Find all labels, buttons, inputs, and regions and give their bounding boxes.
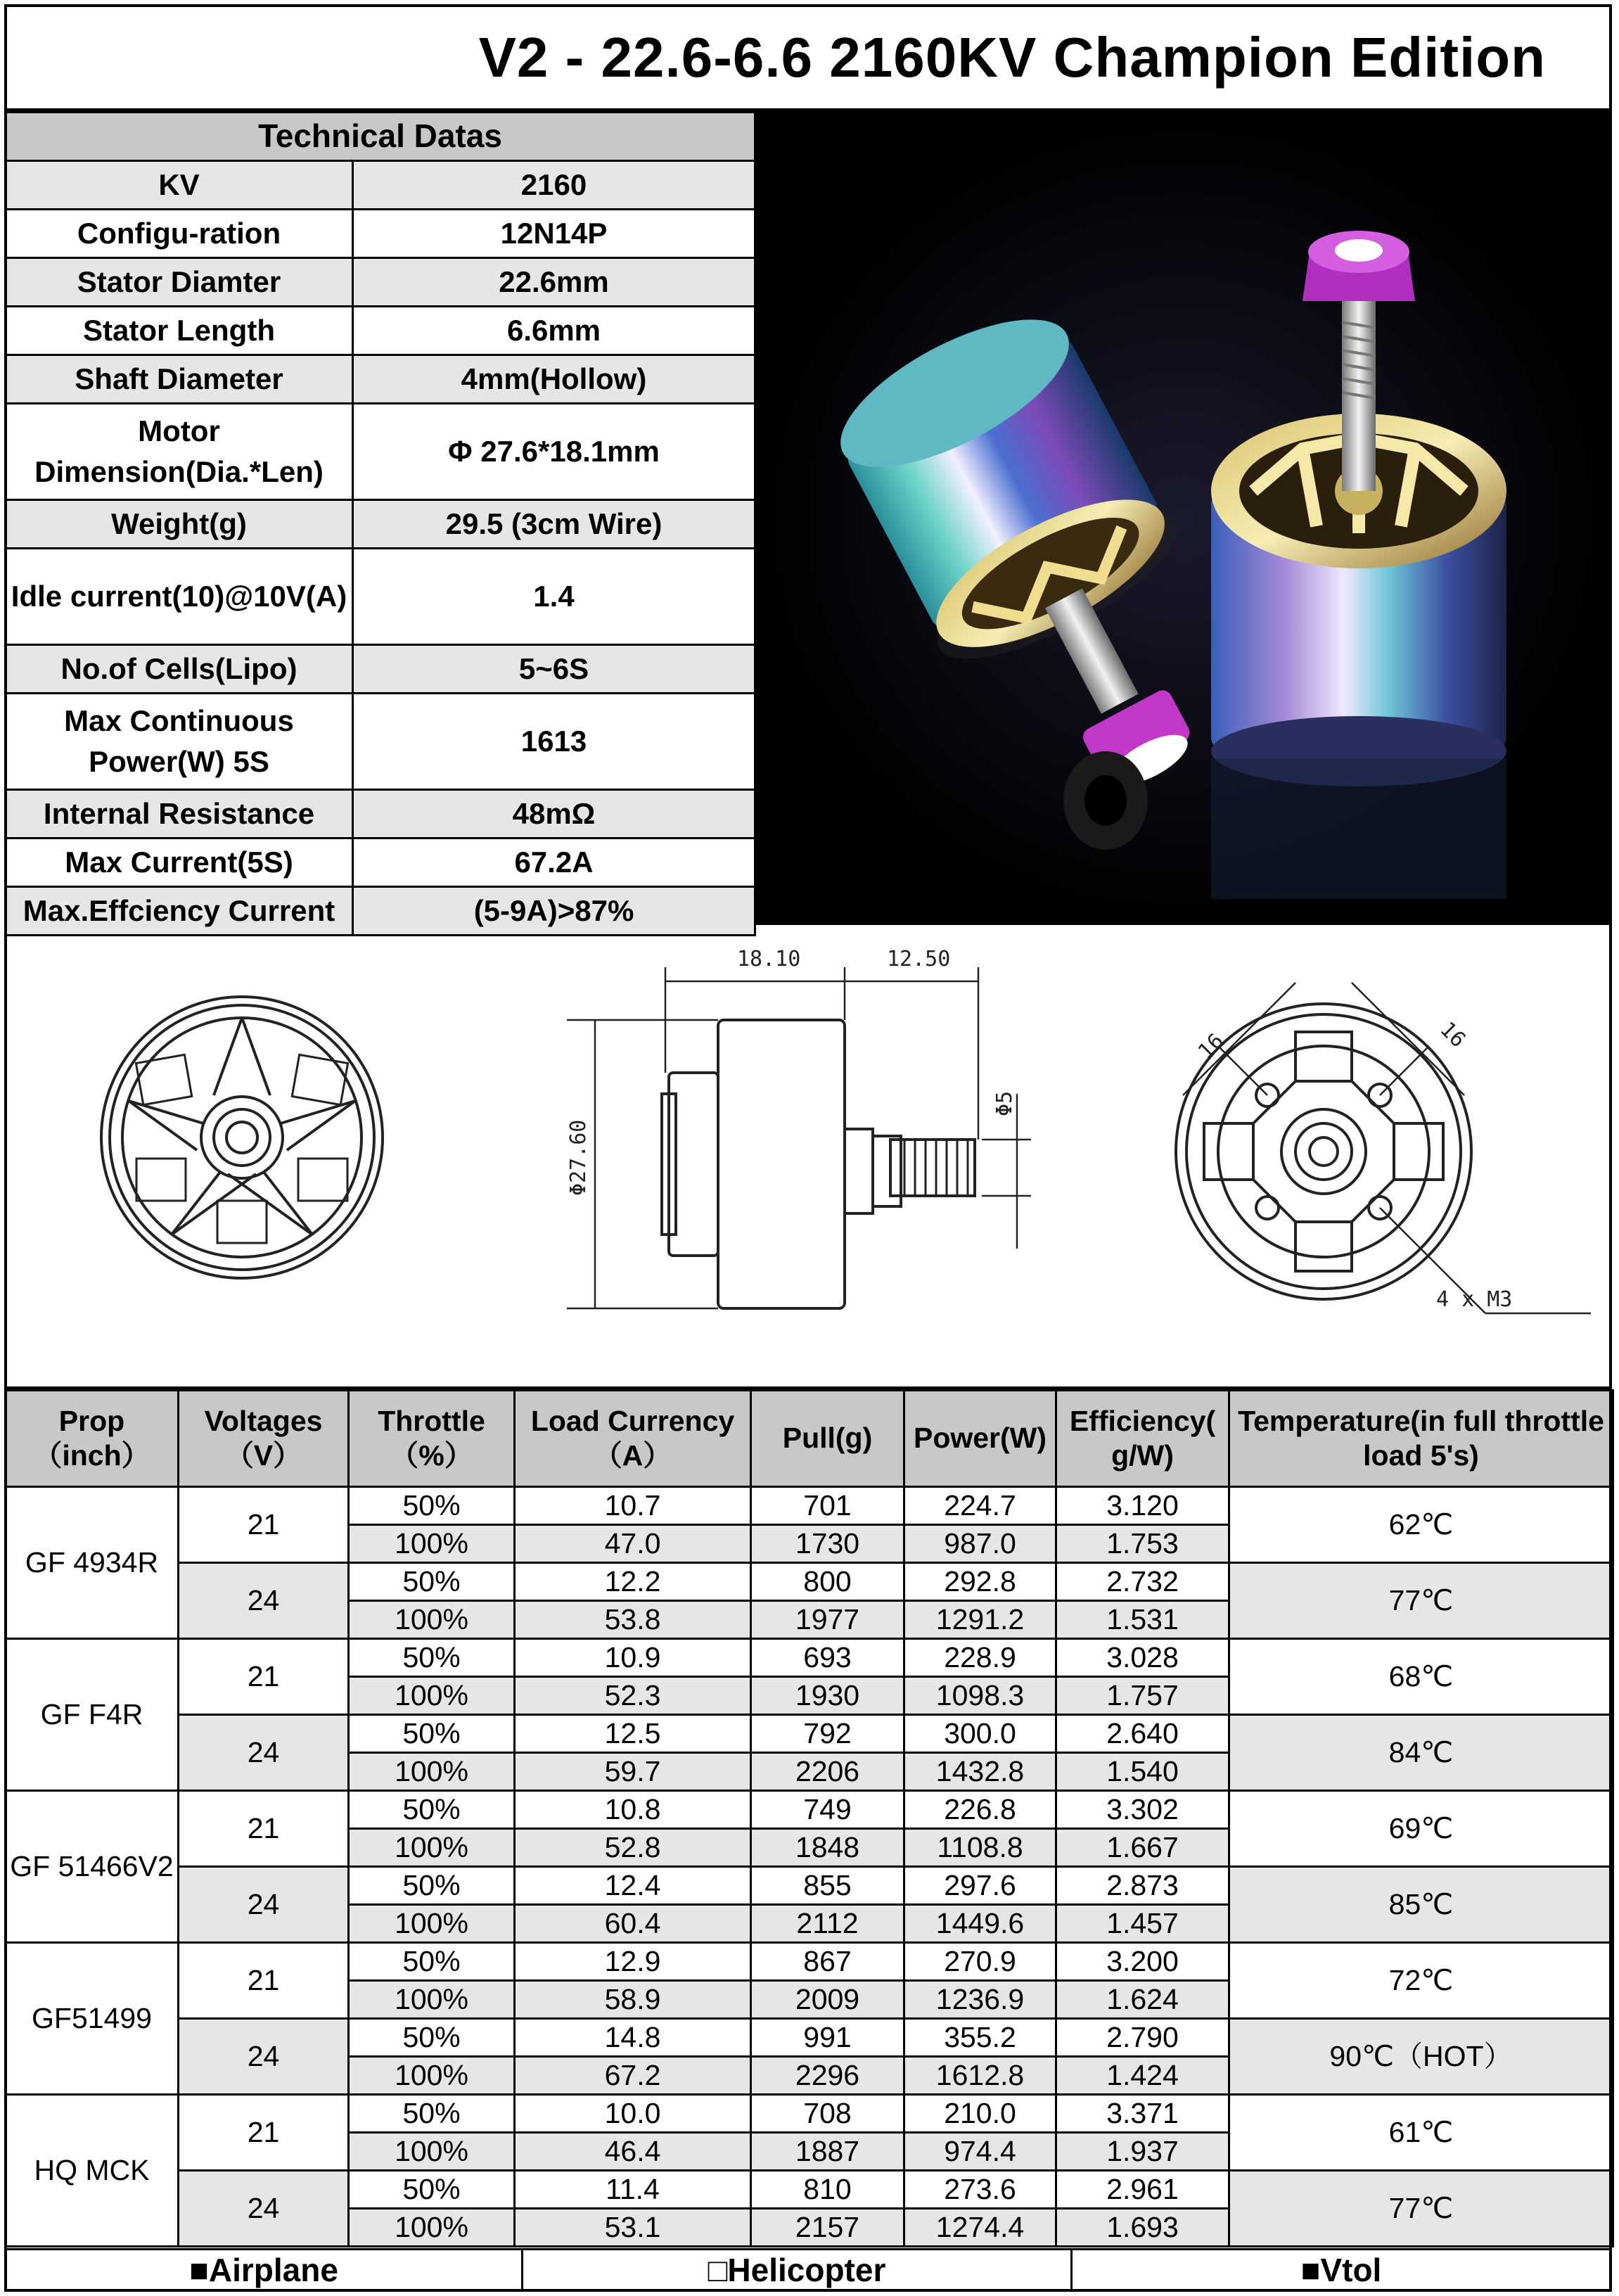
- pull-cell: 708: [751, 2095, 904, 2133]
- current-cell: 47.0: [515, 1525, 751, 1563]
- throttle-cell: 100%: [349, 1905, 515, 1943]
- spec-value: 22.6mm: [353, 258, 755, 307]
- spec-label: Internal Resistance: [6, 790, 353, 838]
- spec-label: Configu-ration: [6, 210, 353, 258]
- voltage-cell: 24: [179, 2019, 349, 2095]
- power-cell: 210.0: [904, 2095, 1056, 2133]
- current-cell: 52.3: [515, 1677, 751, 1715]
- pull-cell: 1887: [751, 2133, 904, 2171]
- eff-cell: 1.937: [1056, 2133, 1229, 2171]
- spec-label: Shaft Diameter: [6, 355, 353, 404]
- throttle-cell: 100%: [349, 1753, 515, 1791]
- current-cell: 46.4: [515, 2133, 751, 2171]
- header-pull: Pull(g): [751, 1391, 904, 1487]
- eff-cell: 1.531: [1056, 1601, 1229, 1639]
- throttle-cell: 100%: [349, 2209, 515, 2247]
- header-power: Power(W): [904, 1391, 1056, 1487]
- header-voltage: Voltages （V）: [179, 1391, 349, 1487]
- power-cell: 228.9: [904, 1639, 1056, 1677]
- voltage-cell: 21: [179, 2095, 349, 2171]
- current-cell: 12.9: [515, 1943, 751, 1981]
- throttle-cell: 50%: [349, 1487, 515, 1525]
- header-throttle: Throttle （%）: [349, 1391, 515, 1487]
- spec-label: Stator Length: [6, 307, 353, 355]
- current-cell: 11.4: [515, 2171, 751, 2209]
- pull-cell: 1977: [751, 1601, 904, 1639]
- dim-diameter-label: Φ27.60: [566, 1119, 591, 1196]
- throttle-cell: 50%: [349, 1943, 515, 1981]
- throttle-cell: 100%: [349, 1829, 515, 1867]
- power-cell: 297.6: [904, 1867, 1056, 1905]
- pull-cell: 810: [751, 2171, 904, 2209]
- current-cell: 12.2: [515, 1563, 751, 1601]
- eff-cell: 3.200: [1056, 1943, 1229, 1981]
- voltage-cell: 24: [179, 1715, 349, 1791]
- pull-cell: 1730: [751, 1525, 904, 1563]
- spec-value: 4mm(Hollow): [353, 355, 755, 404]
- power-cell: 273.6: [904, 2171, 1056, 2209]
- eff-cell: 1.693: [1056, 2209, 1229, 2247]
- pull-cell: 2157: [751, 2209, 904, 2247]
- eff-cell: 1.753: [1056, 1525, 1229, 1563]
- footer-airplane: ■Airplane: [6, 2250, 523, 2291]
- power-cell: 1612.8: [904, 2057, 1056, 2095]
- power-cell: 974.4: [904, 2133, 1056, 2171]
- spec-label: Max Current(5S): [6, 838, 353, 887]
- pull-cell: 701: [751, 1487, 904, 1525]
- eff-cell: 1.624: [1056, 1981, 1229, 2019]
- prop-name: GF F4R: [6, 1639, 179, 1791]
- voltage-cell: 24: [179, 2171, 349, 2247]
- prop-name: GF 4934R: [6, 1487, 179, 1639]
- power-cell: 270.9: [904, 1943, 1056, 1981]
- dim-shaft-label: 12.50: [887, 947, 951, 971]
- spec-value: 29.5 (3cm Wire): [353, 500, 755, 549]
- eff-cell: 3.371: [1056, 2095, 1229, 2133]
- power-cell: 224.7: [904, 1487, 1056, 1525]
- temperature-cell: 61℃: [1229, 2095, 1613, 2171]
- spec-label: Max Continuous Power(W) 5S: [6, 694, 353, 790]
- eff-cell: 2.961: [1056, 2171, 1229, 2209]
- header-efficiency: Efficiency( g/W): [1056, 1391, 1229, 1487]
- throttle-cell: 100%: [349, 1601, 515, 1639]
- temperature-cell: 77℃: [1229, 2171, 1613, 2247]
- throttle-cell: 100%: [349, 1525, 515, 1563]
- eff-cell: 1.540: [1056, 1753, 1229, 1791]
- voltage-cell: 21: [179, 1639, 349, 1715]
- temperature-cell: 68℃: [1229, 1639, 1613, 1715]
- throttle-cell: 100%: [349, 1981, 515, 2019]
- throttle-cell: 50%: [349, 2095, 515, 2133]
- pull-cell: 1848: [751, 1829, 904, 1867]
- current-cell: 52.8: [515, 1829, 751, 1867]
- pull-cell: 2009: [751, 1981, 904, 2019]
- page-title: V2 - 22.6-6.6 2160KV Champion Edition: [478, 26, 1546, 89]
- current-cell: 53.1: [515, 2209, 751, 2247]
- pull-cell: 2112: [751, 1905, 904, 1943]
- header-temperature: Temperature(in full throttle load 5's): [1229, 1391, 1613, 1487]
- spec-value: Φ 27.6*18.1mm: [353, 404, 755, 500]
- voltage-cell: 24: [179, 1563, 349, 1639]
- dim-shaft-dia-label: Φ5: [992, 1090, 1017, 1116]
- eff-cell: 3.028: [1056, 1639, 1229, 1677]
- spec-value: (5-9A)>87%: [353, 887, 755, 936]
- header-prop: Prop （inch）: [6, 1391, 179, 1487]
- power-cell: 292.8: [904, 1563, 1056, 1601]
- pull-cell: 749: [751, 1791, 904, 1829]
- pull-cell: 1930: [751, 1677, 904, 1715]
- pull-cell: 2206: [751, 1753, 904, 1791]
- dim-length-label: 18.10: [737, 947, 801, 971]
- pull-cell: 855: [751, 1867, 904, 1905]
- power-cell: 355.2: [904, 2019, 1056, 2057]
- temperature-cell: 85℃: [1229, 1867, 1613, 1943]
- spec-value: 12N14P: [353, 210, 755, 258]
- eff-cell: 2.640: [1056, 1715, 1229, 1753]
- power-cell: 1098.3: [904, 1677, 1056, 1715]
- outer-frame: [4, 4, 1612, 2292]
- voltage-cell: 21: [179, 1487, 349, 1563]
- spec-value: 6.6mm: [353, 307, 755, 355]
- spec-label: Stator Diamter: [6, 258, 353, 307]
- throttle-cell: 50%: [349, 1715, 515, 1753]
- throttle-cell: 100%: [349, 2133, 515, 2171]
- spec-label: Max.Effciency Current: [6, 887, 353, 936]
- eff-cell: 1.424: [1056, 2057, 1229, 2095]
- eff-cell: 2.790: [1056, 2019, 1229, 2057]
- current-cell: 10.9: [515, 1639, 751, 1677]
- pull-cell: 867: [751, 1943, 904, 1981]
- current-cell: 12.4: [515, 1867, 751, 1905]
- current-cell: 14.8: [515, 2019, 751, 2057]
- spec-label: Weight(g): [6, 500, 353, 549]
- power-cell: 1274.4: [904, 2209, 1056, 2247]
- eff-cell: 3.120: [1056, 1487, 1229, 1525]
- throttle-cell: 50%: [349, 1867, 515, 1905]
- spec-value: 48mΩ: [353, 790, 755, 838]
- current-cell: 53.8: [515, 1601, 751, 1639]
- eff-cell: 2.732: [1056, 1563, 1229, 1601]
- throttle-cell: 100%: [349, 2057, 515, 2095]
- dim-hole-b-label: 16: [1435, 1016, 1471, 1053]
- eff-cell: 2.873: [1056, 1867, 1229, 1905]
- current-cell: 58.9: [515, 1981, 751, 2019]
- power-cell: 1108.8: [904, 1829, 1056, 1867]
- current-cell: 60.4: [515, 1905, 751, 1943]
- current-cell: 10.0: [515, 2095, 751, 2133]
- power-cell: 226.8: [904, 1791, 1056, 1829]
- current-cell: 67.2: [515, 2057, 751, 2095]
- spec-table-header: Technical Datas: [6, 113, 755, 161]
- current-cell: 10.7: [515, 1487, 751, 1525]
- spec-value: 1.4: [353, 549, 755, 645]
- temperature-cell: 62℃: [1229, 1487, 1613, 1563]
- throttle-cell: 50%: [349, 1791, 515, 1829]
- pull-cell: 800: [751, 1563, 904, 1601]
- pull-cell: 792: [751, 1715, 904, 1753]
- voltage-cell: 24: [179, 1867, 349, 1943]
- prop-name: GF 51466V2: [6, 1791, 179, 1943]
- power-cell: 1236.9: [904, 1981, 1056, 2019]
- throttle-cell: 50%: [349, 1639, 515, 1677]
- screw-label: 4 x M3: [1436, 1287, 1513, 1312]
- spec-label: Idle current(10)@10V(A): [6, 549, 353, 645]
- eff-cell: 1.757: [1056, 1677, 1229, 1715]
- pull-cell: 991: [751, 2019, 904, 2057]
- dim-hole-a-label: 16: [1193, 1028, 1229, 1064]
- temperature-cell: 69℃: [1229, 1791, 1613, 1867]
- current-cell: 10.8: [515, 1791, 751, 1829]
- throttle-cell: 50%: [349, 2171, 515, 2209]
- prop-name: GF51499: [6, 1943, 179, 2095]
- throttle-cell: 50%: [349, 2019, 515, 2057]
- spec-value: 1613: [353, 694, 755, 790]
- voltage-cell: 21: [179, 1791, 349, 1867]
- footer-helicopter: □Helicopter: [523, 2250, 1072, 2291]
- eff-cell: 1.667: [1056, 1829, 1229, 1867]
- temperature-cell: 84℃: [1229, 1715, 1613, 1791]
- spec-label: No.of Cells(Lipo): [6, 645, 353, 694]
- power-cell: 1432.8: [904, 1753, 1056, 1791]
- spec-value: 2160: [353, 161, 755, 210]
- spec-value: 67.2A: [353, 838, 755, 887]
- footer-vtol: ■Vtol: [1072, 2250, 1611, 2291]
- header-load: Load Currency （A）: [515, 1391, 751, 1487]
- power-cell: 987.0: [904, 1525, 1056, 1563]
- spec-value: 5~6S: [353, 645, 755, 694]
- temperature-cell: 90℃（HOT）: [1229, 2019, 1613, 2095]
- temperature-cell: 72℃: [1229, 1943, 1613, 2019]
- pull-cell: 693: [751, 1639, 904, 1677]
- power-cell: 1449.6: [904, 1905, 1056, 1943]
- throttle-cell: 100%: [349, 1677, 515, 1715]
- voltage-cell: 21: [179, 1943, 349, 2019]
- pull-cell: 2296: [751, 2057, 904, 2095]
- spec-label: Motor Dimension(Dia.*Len): [6, 404, 353, 500]
- eff-cell: 1.457: [1056, 1905, 1229, 1943]
- temperature-cell: 77℃: [1229, 1563, 1613, 1639]
- current-cell: 12.5: [515, 1715, 751, 1753]
- eff-cell: 3.302: [1056, 1791, 1229, 1829]
- throttle-cell: 50%: [349, 1563, 515, 1601]
- prop-name: HQ MCK: [6, 2095, 179, 2247]
- current-cell: 59.7: [515, 1753, 751, 1791]
- power-cell: 300.0: [904, 1715, 1056, 1753]
- power-cell: 1291.2: [904, 1601, 1056, 1639]
- spec-label: KV: [6, 161, 353, 210]
